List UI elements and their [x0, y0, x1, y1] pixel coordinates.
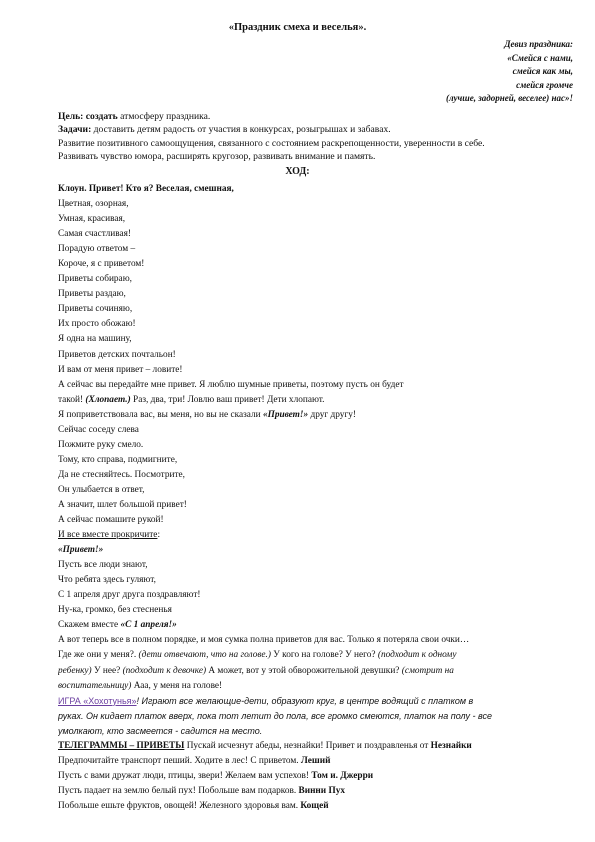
verse-line: Пожмите руку смело. — [58, 439, 144, 450]
tasks-line — [58, 123, 578, 136]
script-line: «Привет!» — [58, 545, 104, 556]
verse-line: Он улыбается в ответ, — [58, 484, 145, 495]
verse-line: И вам от меня привет – ловите! — [58, 364, 183, 375]
intro-block — [58, 110, 578, 164]
speaker-label: Клоун. — [58, 184, 87, 194]
verse-line: А сейчас помашите рукой! — [58, 515, 164, 526]
tasks-text: доставить детям радость от участия в конкурсах, розыгрышах и забавах. — [91, 124, 391, 136]
goal-label: Цель: — [58, 111, 84, 122]
verse-line: Самая счастливая! — [58, 229, 131, 240]
script-line: А вот теперь все в полном порядке, и моя сумка полна приветов для вас. Только я потеряла свои очки… — [58, 635, 470, 646]
telegram-line: Предпочитайте транспорт пеший. Ходите в лес! С приветом. Леший — [58, 755, 331, 766]
game-title: ИГРА «Хохотунья» — [58, 695, 137, 706]
verse-line: Приветы собираю, — [58, 274, 132, 285]
game-line: руках. Он кидает платок вверх, пока тот летит до пола, все громко смеются, платок на полу - все — [58, 710, 492, 721]
motto-line: смейся как мы, — [512, 66, 573, 76]
script-line: Где же они у меня?. (дети отвечают, что на голове.) У кого на голове? У него? (подходит к одному — [58, 650, 457, 661]
game-line: умолкают, кто засмеется - садится на место. — [58, 725, 263, 736]
verse-line: Я одна на машину, — [58, 334, 132, 345]
tasks-label: Задачи: — [58, 124, 92, 136]
verse-line: Приветов детских почтальон! — [58, 349, 176, 360]
script-line: А сейчас вы передайте мне привет. Я люблю шумные приветы, поэтому пусть он будет — [58, 379, 404, 390]
motto-line: (лучше, задорней, веселее) нас»! — [446, 93, 573, 103]
verse-line: Приветы сочиняю, — [58, 304, 133, 315]
verse-line: Пусть все люди знают, — [58, 560, 148, 571]
verse-line: Порадую ответом – — [58, 244, 136, 255]
telegram-line: Побольше ешьте фруктов, овощей! Железного здоровья вам. Кощей — [58, 800, 329, 811]
game-line: ИГРА «Хохотунья»! Играют все желающие-дети, образуют круг, в центре водящий с платком в — [58, 695, 474, 706]
verse-line: Цветная, озорная, — [58, 199, 129, 210]
motto-block — [353, 38, 573, 106]
goal-text: атмосферу праздника. — [117, 111, 211, 122]
script-line: ребенку) У нее? (подходит к девочке) А может, вот у этой обворожительной девушки? (смотрит на — [58, 665, 454, 676]
script-line: Я поприветствовала вас, вы меня, но вы не сказали «Привет!» друг другу! — [58, 409, 357, 420]
verse-line: Приветы раздаю, — [58, 289, 126, 300]
goal-word: создать — [85, 111, 118, 122]
verse-line: Тому, кто справа, подмигните, — [58, 454, 178, 465]
script-line: такой! (Хлопает.) Раз, два, три! Ловлю ваш привет! Дети хлопают. — [58, 394, 325, 405]
section-heading: ХОД: — [285, 166, 310, 177]
intro-line: Развивать чувство юмора, расширять кругозор, развивать внимание и память. — [58, 151, 376, 163]
verse-line: Сейчас соседу слева — [58, 424, 139, 435]
verse-line: Что ребята здесь гуляют, — [58, 575, 156, 586]
page-title: «Праздник смеха и веселья». — [228, 22, 367, 33]
verse-line: Их просто обожаю! — [58, 319, 136, 330]
telegram-line: Пусть падает на землю белый пух! Побольше вам подарков. Винни Пух — [58, 785, 345, 796]
verse-line: А значит, шлет большой привет! — [58, 499, 187, 510]
motto-label: Девиз праздника: — [504, 39, 573, 49]
verse-line: Умная, красивая, — [58, 214, 126, 225]
script-line: воспитательницу) Ааа, у меня на голове! — [58, 680, 223, 691]
script-line: Клоун. Привет! Кто я? Веселая, смешная, — [58, 184, 234, 194]
verse-line: Ну-ка, громко, без стесненья — [58, 605, 172, 616]
telegram-title: ТЕЛЕГРАММЫ – ПРИВЕТЫ — [58, 740, 185, 751]
motto-line: «Смейся с нами, — [507, 52, 573, 63]
script-body — [58, 182, 580, 814]
verse-line: С 1 апреля друг друга поздравляют! — [58, 590, 201, 601]
script-line: Скажем вместе «С 1 апреля!» — [58, 620, 177, 631]
intro-line: Развитие позитивного самоощущения, связанного с состоянием раскрепощенности, уверенности в себе. — [58, 137, 485, 149]
telegram-line: ТЕЛЕГРАММЫ – ПРИВЕТЫ Пускай исчезнут абеды, незнайки! Привет и поздравленья от Незнайки — [58, 740, 472, 751]
telegram-line: Пусть с вами дружат люди, птицы, звери! Желаем вам успехов! Том и. Джерри — [58, 770, 374, 781]
goal-line — [58, 110, 578, 123]
script-line: И все вместе прокричите: — [58, 530, 161, 541]
motto-line: смейся громче — [516, 79, 573, 90]
verse-line: Да не стесняйтесь. Посмотрите, — [58, 469, 185, 480]
verse-line: Короче, я с приветом! — [58, 259, 145, 270]
